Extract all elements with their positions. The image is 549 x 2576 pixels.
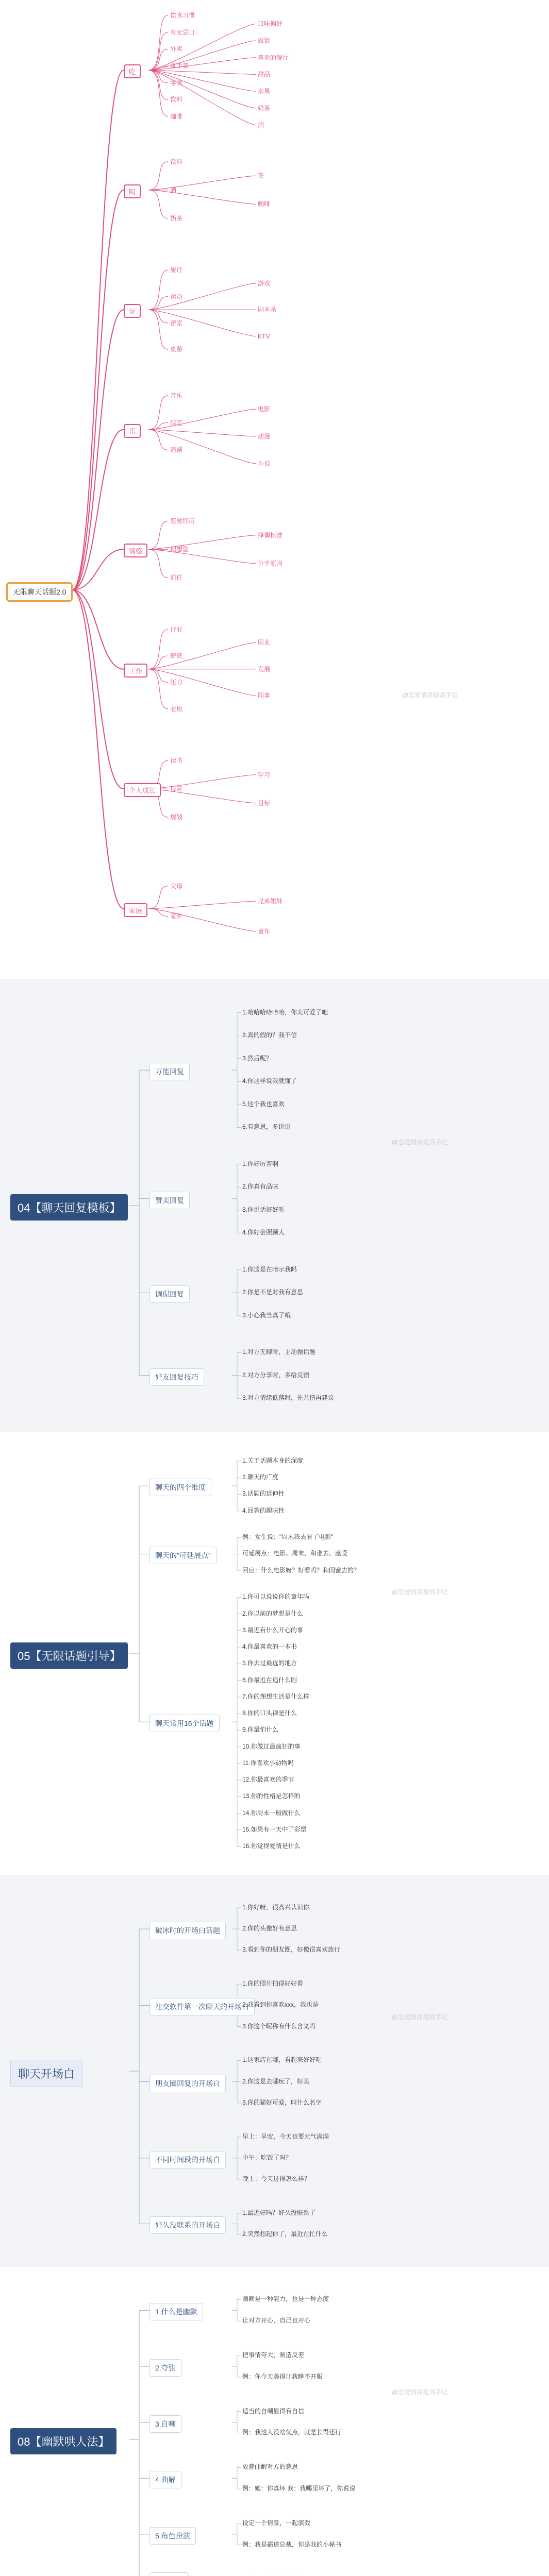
line-link — [232, 1664, 241, 1722]
section-links — [0, 2267, 549, 2576]
line-link — [232, 1631, 241, 1722]
watermark: @恋爱情商提高手记 — [402, 691, 458, 699]
line-link — [232, 1722, 241, 1764]
leaf-node: 规划 — [170, 814, 183, 821]
detail-line: 10.你做过最疯狂的事 — [242, 1742, 301, 1750]
detail-line: 4.你最喜欢的一本书 — [242, 1643, 297, 1651]
branch-node: 乐 — [124, 424, 141, 438]
group-head: 聊天的"可延展点" — [149, 1547, 217, 1564]
line-link — [232, 2224, 241, 2234]
detail-line: 3.你这个昵称有什么含义吗 — [242, 2022, 316, 2030]
line-link — [232, 1164, 241, 1199]
line-link — [232, 2412, 241, 2422]
leaf-node: 口味偏好 — [258, 20, 283, 28]
group-link — [129, 2422, 149, 2439]
detail-line: 例：我是霸道总裁，你是我的小秘书 — [242, 2540, 342, 2548]
line-link — [232, 1070, 241, 1081]
section-3 — [0, 1875, 549, 2267]
leaf-node: 动漫 — [258, 432, 271, 440]
leaf-node: 行业 — [170, 625, 183, 633]
line-link — [232, 2060, 241, 2081]
leaf-link — [148, 310, 168, 349]
group-head: 5.角色扮演 — [149, 2527, 196, 2545]
detail-line: 5.你去过最远的地方 — [242, 1659, 297, 1667]
line-link — [232, 1461, 241, 1486]
watermark: @恋爱情商提高手记 — [392, 2388, 448, 2396]
branch-link — [72, 310, 124, 590]
detail-line: 2.突然想起你了，最近在忙什么 — [242, 2230, 328, 2238]
leaf-link — [148, 669, 168, 709]
group-head: 1.什么是幽默 — [149, 2303, 203, 2320]
leaf-link — [148, 58, 256, 71]
leaf-node: 饮料 — [170, 96, 183, 104]
detail-line: 1.对方无聊时，主动抛话题 — [242, 1348, 316, 1356]
group-head: 好友回复技巧 — [149, 1368, 204, 1386]
leaf-link — [148, 162, 168, 190]
line-link — [232, 2467, 241, 2478]
leaf-link — [148, 70, 168, 116]
leaf-node: 游戏 — [258, 279, 271, 287]
branch-node: 喝 — [124, 184, 141, 198]
group-link — [129, 1654, 149, 1722]
leaf-node: 综艺 — [170, 419, 183, 427]
leaf-link — [148, 535, 256, 550]
section-4 — [0, 2267, 549, 2576]
group-link — [129, 2071, 149, 2224]
group-link — [129, 2005, 149, 2071]
leaf-node: 小说 — [258, 460, 271, 467]
detail-line: 14.你周末一般做什么 — [242, 1809, 301, 1817]
detail-line: 6.你最近在追什么剧 — [242, 1676, 297, 1684]
leaf-node: 发展 — [258, 665, 271, 673]
group-head: 调侃回复 — [149, 1285, 190, 1303]
detail-line: 晚上：今天过得怎么样？ — [242, 2175, 311, 2182]
leaf-node: 外卖 — [170, 45, 183, 53]
detail-line: 3.看到你的朋友圈，好像很喜欢旅行 — [242, 1946, 341, 1954]
watermark: @恋爱情商提高手记 — [392, 2013, 448, 2021]
leaf-node: 前任 — [170, 574, 183, 582]
leaf-link — [148, 901, 256, 909]
detail-line: 2.聊天的广度 — [242, 1473, 279, 1481]
line-link — [232, 2158, 241, 2179]
leaf-link — [148, 41, 256, 70]
leaf-node: 密室 — [170, 319, 183, 327]
branch-link — [72, 190, 124, 590]
group-head: 4.曲解 — [149, 2471, 181, 2488]
detail-line: 15.如果有一天中了彩票 — [242, 1825, 307, 1833]
leaf-link — [148, 70, 256, 91]
branch-node: 玩 — [124, 304, 141, 318]
branch-link — [72, 590, 124, 789]
leaf-node: 拿手菜 — [170, 62, 189, 70]
detail-line: 5.这个我也喜欢 — [242, 1100, 285, 1108]
leaf-link — [148, 549, 168, 578]
mindmap-links — [0, 0, 549, 979]
detail-line: 8.你的口头禅是什么 — [242, 1709, 297, 1717]
leaf-link — [148, 190, 256, 205]
leaf-node: 运动 — [170, 293, 183, 300]
detail-line: 3.然后呢？ — [242, 1054, 273, 1062]
leaf-node: 压力 — [170, 679, 183, 686]
leaf-link — [148, 283, 256, 310]
group-link — [129, 2439, 149, 2576]
leaf-node: 追剧 — [170, 446, 183, 454]
leaf-link — [148, 24, 256, 70]
leaf-node: 父母 — [170, 882, 183, 890]
line-link — [232, 1722, 241, 1797]
group-head: 万能回复 — [149, 1063, 190, 1080]
detail-line: 11.你喜欢小动物吗 — [242, 1759, 294, 1767]
detail-line: 3.你的猫好可爱，叫什么名字 — [242, 2098, 322, 2106]
group-head: 赞美回复 — [149, 1192, 190, 1209]
line-link — [232, 2366, 241, 2377]
leaf-node: 茶 — [258, 172, 264, 180]
leaf-link — [148, 32, 168, 71]
leaf-node: 咖啡 — [170, 113, 183, 121]
line-link — [232, 1722, 241, 1747]
leaf-link — [148, 909, 256, 931]
line-link — [232, 1036, 241, 1070]
line-link — [232, 1722, 241, 1846]
group-head — [149, 2572, 189, 2576]
detail-line: 1.哈哈哈哈哈哈，你太可爱了吧 — [242, 1008, 328, 1016]
group-link — [129, 1070, 149, 1206]
section-2 — [0, 1432, 549, 1875]
line-link — [232, 2478, 241, 2489]
leaf-node: 旅行 — [170, 266, 183, 274]
detail-line: 2.你以前的梦想是什么 — [242, 1609, 304, 1617]
detail-line: 12.你最喜欢的季节 — [242, 1776, 294, 1784]
leaf-link — [148, 409, 256, 430]
watermark: @恋爱情商提高手记 — [392, 1139, 448, 1146]
leaf-node: 零食 — [170, 79, 183, 87]
section-title: 聊天开场白 — [10, 2060, 82, 2087]
detail-line: 早上：早安，今天也要元气满满 — [242, 2132, 329, 2140]
section-title: 08【幽默哄人法】 — [10, 2428, 117, 2454]
branch-link — [72, 590, 124, 909]
detail-line: 3.小心我当真了哦 — [242, 1311, 291, 1319]
detail-line: 幽默是一种能力，也是一种态度 — [242, 2295, 329, 2303]
line-link — [232, 1647, 241, 1722]
detail-line: 2.真的假的？我不信 — [242, 1031, 297, 1039]
detail-line: 中午：吃饭了吗？ — [242, 2154, 292, 2161]
detail-line: 2.对方分享时，多给反馈 — [242, 1371, 310, 1379]
line-link — [232, 2213, 241, 2224]
section-1 — [0, 979, 549, 1432]
group-head: 聊天常用16个话题 — [149, 1715, 220, 1732]
branch-node: 情感 — [124, 544, 147, 557]
detail-line: 3.对方情绪低落时，先共情再建议 — [242, 1394, 335, 1402]
leaf-node: 剧本杀 — [258, 306, 277, 314]
leaf-node: 做饭 — [258, 37, 271, 45]
line-link — [232, 2523, 241, 2534]
line-link — [232, 1722, 241, 1830]
leaf-node: 甜品 — [258, 71, 271, 78]
line-link — [232, 1908, 241, 1929]
group-head: 不同时间段的开场白 — [149, 2151, 226, 2168]
leaf-link — [148, 430, 168, 450]
leaf-link — [148, 775, 256, 789]
group-link — [129, 1199, 149, 1206]
leaf-node: 兄弟姐妹 — [258, 897, 283, 905]
line-link — [232, 2137, 241, 2158]
leaf-node: 择偶标准 — [258, 531, 283, 539]
detail-line: 故意曲解对方的意思 — [242, 2463, 298, 2471]
leaf-node: 音乐 — [170, 392, 183, 399]
leaf-node: 学习 — [258, 771, 271, 778]
line-link — [232, 2310, 241, 2321]
leaf-link — [148, 70, 256, 125]
line-link — [232, 1929, 241, 1950]
line-link — [232, 2355, 241, 2366]
leaf-link — [148, 430, 256, 464]
detail-line: 3.话题的延伸性 — [242, 1490, 285, 1498]
leaf-node: 电影 — [258, 405, 271, 413]
line-link — [232, 1199, 241, 1210]
line-link — [232, 2299, 241, 2310]
detail-line: 2.你的头像好有意思 — [242, 1925, 297, 1933]
detail-line: 13.你的性格是怎样的 — [242, 1792, 301, 1800]
detail-line: 1.你好厉害啊 — [242, 1160, 279, 1167]
group-head: 2.夸张 — [149, 2359, 181, 2377]
leaf-link — [148, 396, 168, 430]
detail-line: 2.我看到你喜欢xxx，我也是 — [242, 2001, 319, 2009]
line-link — [232, 1714, 241, 1722]
line-link — [232, 1270, 241, 1293]
group-head: 3.自嘲 — [149, 2415, 181, 2433]
leaf-node: 分手原因 — [258, 560, 283, 567]
line-link — [232, 1478, 241, 1486]
leaf-node: 童年 — [258, 927, 271, 935]
detail-line: 2.你是不是对我有意思 — [242, 1289, 304, 1296]
detail-line: 1.关于话题本身的深度 — [242, 1456, 304, 1464]
line-link — [232, 1537, 241, 1554]
line-link — [232, 1681, 241, 1722]
group-head: 破冰时的开场白话题 — [149, 1922, 226, 1939]
detail-line: 1.你可以说说你的童年吗 — [242, 1593, 310, 1601]
detail-line: 9.你最怕什么 — [242, 1726, 279, 1734]
line-link — [232, 1722, 241, 1813]
leaf-link — [148, 549, 256, 564]
detail-line: 可延展点：电影、周末、和谁去、感受 — [242, 1550, 348, 1557]
leaf-node: 饮食习惯 — [170, 12, 195, 19]
detail-line: 例：她：你真坏 我：我哪里坏了，你说说 — [242, 2485, 356, 2493]
leaf-link — [148, 886, 168, 909]
group-head: 朋友圈回复的开场白 — [149, 2075, 226, 2092]
group-head: 聊天的四个维度 — [149, 1479, 211, 1496]
group-head: 社交软件第一次聊天的开场白 — [149, 1998, 255, 2015]
detail-line: 4.你这样说我就懂了 — [242, 1077, 297, 1085]
detail-line: 3.你说话好好听 — [242, 1206, 285, 1213]
detail-line: 2.你这是去哪玩了，好美 — [242, 2077, 310, 2085]
detail-line: 7.你的理想生活是什么样 — [242, 1692, 310, 1700]
detail-line: 4.你好会照顾人 — [242, 1229, 285, 1236]
leaf-node: 奶茶 — [170, 214, 183, 222]
detail-line: 1.你这是在暗示我吗 — [242, 1265, 297, 1273]
leaf-node: 家乡 — [170, 912, 183, 920]
leaf-link — [148, 630, 168, 669]
detail-line: 让对方开心，自己也开心 — [242, 2317, 311, 2325]
leaf-link — [148, 521, 168, 549]
leaf-node: 水果 — [258, 88, 271, 95]
detail-line: 1.这家店在哪，看起来好好吃 — [242, 2056, 322, 2064]
detail-line: 例：你今天美得让我睁不开眼 — [242, 2372, 323, 2380]
detail-line: 16.你觉得爱情是什么 — [242, 1842, 301, 1850]
leaf-node: 有无忌口 — [170, 28, 195, 36]
leaf-link — [148, 190, 168, 218]
leaf-node: 喜欢的餐厅 — [258, 54, 289, 61]
leaf-node: 老板 — [170, 705, 183, 713]
line-link — [232, 1486, 241, 1494]
line-link — [232, 1554, 241, 1570]
line-link — [232, 1614, 241, 1722]
detail-line: 例：我这人没啥优点，就是长得还行 — [242, 2429, 342, 2436]
line-link — [232, 1722, 241, 1730]
line-link — [232, 1376, 241, 1399]
leaf-link — [148, 789, 256, 803]
leaf-node: 职业 — [258, 639, 271, 647]
line-link — [232, 1013, 241, 1070]
leaf-node: 奶茶 — [258, 104, 271, 112]
detail-line: 适当的自嘲显得有自信 — [242, 2407, 305, 2415]
mindmap-root: 无限聊天话题2.0 — [6, 582, 73, 602]
leaf-node: 同事 — [258, 692, 271, 700]
line-link — [232, 1199, 241, 1233]
line-link — [232, 2082, 241, 2103]
leaf-node: 读书 — [170, 757, 183, 765]
line-link — [232, 1293, 241, 1316]
detail-line: 3.最近有什么开心的事 — [242, 1626, 304, 1634]
line-link — [232, 1697, 241, 1722]
line-link — [232, 1059, 241, 1070]
line-link — [232, 1486, 241, 1511]
branch-node: 吃 — [124, 64, 141, 78]
leaf-link — [148, 642, 256, 669]
leaf-node: 饮料 — [170, 158, 183, 165]
leaf-node: 技能 — [170, 785, 183, 793]
leaf-node: 桌游 — [170, 346, 183, 353]
detail-line: 2.你真有品味 — [242, 1183, 279, 1191]
group-link — [129, 1554, 149, 1654]
branch-node: 家庭 — [124, 903, 147, 917]
detail-line: 4.回答的趣味性 — [242, 1506, 285, 1514]
group-head: 好久没联系的开场白 — [149, 2216, 226, 2234]
leaf-link — [148, 669, 256, 696]
leaf-node: 薪资 — [170, 652, 183, 660]
leaf-node: 恋爱经历 — [170, 517, 195, 525]
line-link — [232, 1070, 241, 1105]
mindmap-section — [0, 0, 549, 979]
leaf-link — [148, 176, 256, 190]
line-link — [232, 2534, 241, 2545]
line-link — [232, 1352, 241, 1376]
line-link — [232, 1070, 241, 1127]
leaf-link — [148, 15, 168, 70]
line-link — [232, 1597, 241, 1722]
leaf-node: 咖啡 — [258, 200, 271, 208]
leaf-node: KTV — [258, 332, 270, 340]
detail-line: 6.有意思，多讲讲 — [242, 1123, 291, 1131]
detail-line: 1.你好呀，很高兴认识你 — [242, 1903, 310, 1911]
line-link — [232, 1722, 241, 1780]
branch-node: 工作 — [124, 664, 147, 677]
leaf-node: 理想型 — [170, 546, 189, 553]
line-link — [232, 1187, 241, 1198]
leaf-node: 酒 — [170, 186, 177, 194]
section-title: 05【无限话题引导】 — [10, 1642, 128, 1669]
detail-line: 设定一个情景，一起演戏 — [242, 2519, 311, 2527]
leaf-node: 酒 — [258, 121, 264, 129]
branch-node: 个人成长 — [124, 783, 161, 797]
leaf-link — [148, 270, 168, 310]
watermark: @恋爱情商提高手记 — [392, 1588, 448, 1596]
section-title: 04【聊天回复模板】 — [10, 1194, 128, 1221]
line-link — [232, 2422, 241, 2433]
leaf-link — [148, 310, 256, 336]
detail-line: 1.你的照片拍得好好看 — [242, 1980, 304, 1988]
detail-line: 回应：什么电影呀？好看吗？和闺蜜去的？ — [242, 1566, 360, 1574]
detail-line: 把事情夸大，制造反差 — [242, 2351, 305, 2359]
group-link — [129, 1206, 149, 1376]
detail-line: 1.最近好吗？好久没联系了 — [242, 2209, 316, 2216]
detail-line: 例：女生说："周末我去看了电影" — [242, 1533, 334, 1541]
leaf-node: 目标 — [258, 799, 271, 807]
